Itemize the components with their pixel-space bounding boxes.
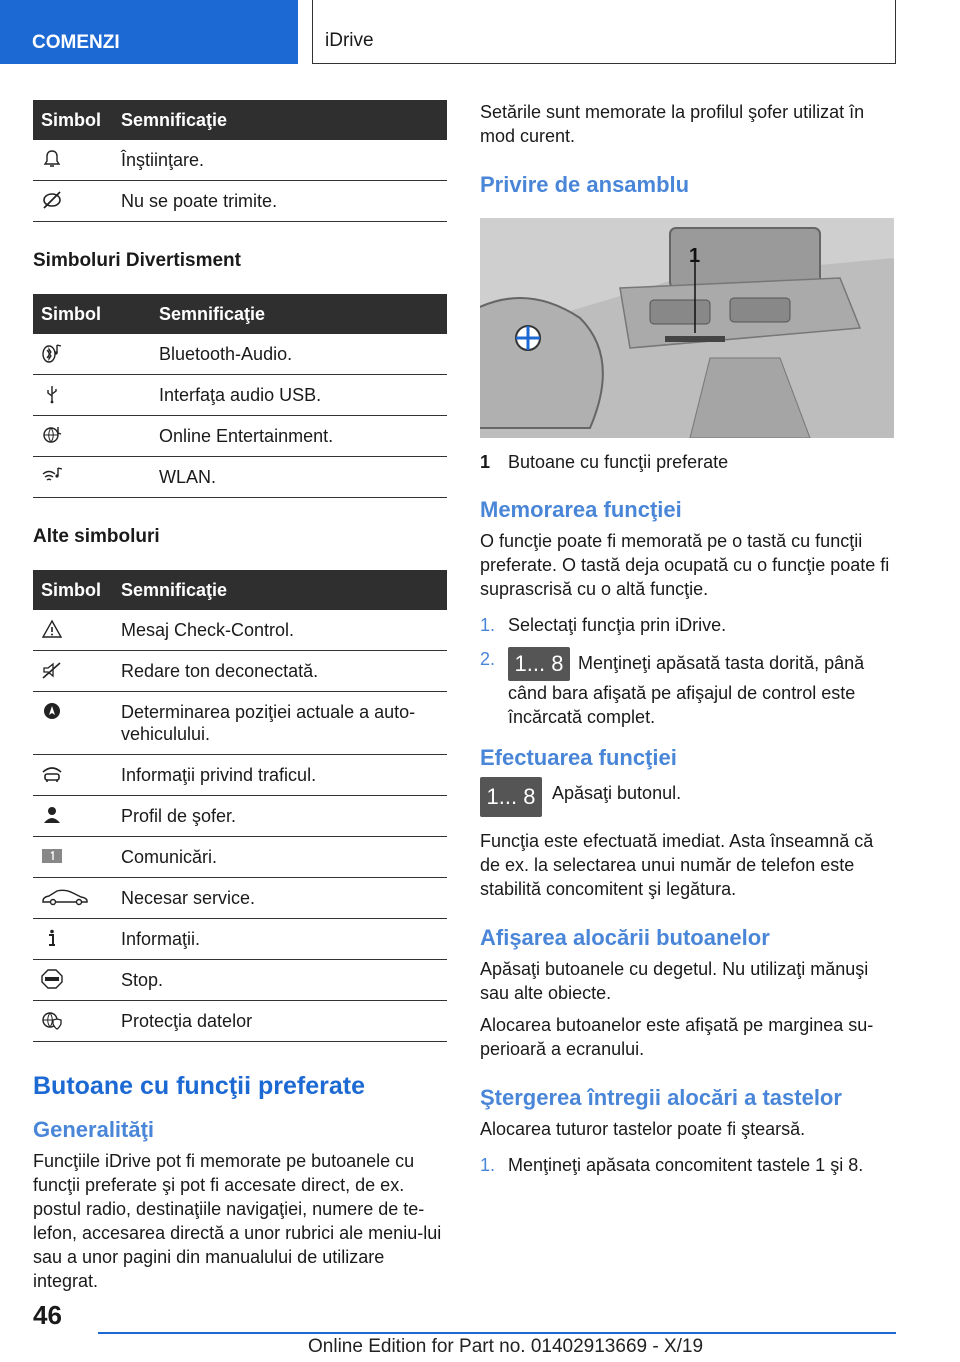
table-row-text: Interfaţa audio USB. bbox=[151, 375, 447, 416]
general-heading: Generalităţi bbox=[33, 1117, 155, 1142]
warning-icon bbox=[41, 619, 63, 639]
mute-icon bbox=[41, 660, 63, 680]
symbol-table-other bbox=[33, 570, 447, 1042]
online-entertainment-icon bbox=[41, 425, 63, 445]
favorites-title: Butoane cu funcţii preferate bbox=[33, 1072, 365, 1100]
page-number: 46 bbox=[33, 1300, 62, 1330]
location-icon bbox=[41, 701, 63, 721]
display-heading: Afişarea alocării butoanelor bbox=[480, 925, 770, 950]
table-row-text: Înştiinţare. bbox=[113, 140, 447, 181]
step-text: Menţineţi apăsata concomitent tastele 1 şi 8. bbox=[508, 1155, 864, 1175]
table-row-text: Necesar service. bbox=[113, 878, 447, 919]
col-symbol-header: Simbol bbox=[33, 570, 113, 610]
dashboard-illustration bbox=[480, 218, 894, 438]
right-column bbox=[480, 100, 894, 1187]
photo-caption bbox=[480, 452, 894, 473]
table-row-text: Comunicări. bbox=[113, 837, 447, 878]
col-symbol-header: Simbol bbox=[33, 294, 151, 334]
footer-divider bbox=[98, 1332, 896, 1334]
driver-profile-icon bbox=[41, 805, 63, 825]
table-row-text: Protecţia datelor bbox=[113, 1001, 447, 1042]
col-meaning-header: Semnificaţie bbox=[113, 100, 447, 140]
other-symbols-heading: Alte simboluri bbox=[33, 526, 160, 547]
table-row-text: Nu se poate trimite. bbox=[113, 181, 447, 222]
footer-edition: Online Edition for Part no. 01402913669 - X/19 bbox=[308, 1336, 704, 1357]
photo-callout: 1 bbox=[689, 245, 701, 267]
step-text: Menţineţi apăsată tasta dorită, până când bara afişată pe afişajul de control este încărcată complet. bbox=[508, 652, 865, 727]
list-item bbox=[480, 1153, 894, 1177]
table-row-text: Informaţii. bbox=[113, 919, 447, 960]
execute-heading: Efectuarea funcţiei bbox=[480, 745, 677, 770]
display-text-2: Alocarea butoanelor este afişată pe marginea su-perioară a ecranului. bbox=[480, 1015, 874, 1059]
delete-heading: Ştergerea întregii alocări a tastelor bbox=[480, 1085, 842, 1110]
col-symbol-header: Simbol bbox=[33, 100, 113, 140]
symbol-table-entertainment bbox=[33, 294, 447, 498]
execute-detail-text: Funcţia este efectuată imediat. Asta înseamnă că de ex. la selectarea unui număr de telefon este stabilită concomitent şi legătura. bbox=[480, 831, 874, 899]
table-row-text: Profil de şofer. bbox=[113, 796, 447, 837]
traffic-icon bbox=[41, 764, 63, 784]
table-row-text: Redare ton deconectată. bbox=[113, 651, 447, 692]
step-number: 1. bbox=[480, 615, 496, 635]
bell-icon bbox=[41, 149, 63, 169]
list-item bbox=[480, 613, 894, 637]
symbol-table-general bbox=[33, 100, 447, 222]
header-section-tab: COMENZI bbox=[0, 0, 298, 64]
display-text: Apăsaţi butoanele cu degetul. Nu utilizaţi mănuşi sau alte obiecte. bbox=[480, 959, 869, 1003]
dashboard-photo bbox=[480, 218, 894, 438]
step-number: 2. bbox=[480, 649, 496, 669]
col-meaning-header: Semnificaţie bbox=[113, 570, 447, 610]
car-service-icon bbox=[41, 887, 89, 907]
memorize-steps bbox=[480, 613, 894, 729]
table-row-text: Determinarea poziţiei actuale a auto-vehiculului. bbox=[113, 692, 447, 755]
favorite-key-icon: 1... 8 bbox=[480, 777, 542, 817]
general-text: Funcţiile iDrive pot fi memorate pe butoanele cu funcţii preferate şi pot fi accesate direct, de ex. postul radio, destinaţiile navigaţiei, numere de te-lefon, accesarea directă a unor rubrici ale meniu-lui sau a unor pagini din manualului de utilizare integrat. bbox=[33, 1151, 442, 1291]
step-text: Selectaţi funcţia prin iDrive. bbox=[508, 615, 727, 635]
favorite-key-icon: 1... 8 bbox=[508, 647, 570, 681]
table-row-text: Bluetooth-Audio. bbox=[151, 334, 447, 375]
list-item bbox=[480, 647, 894, 729]
no-send-icon bbox=[41, 190, 63, 210]
table-row-text: Stop. bbox=[113, 960, 447, 1001]
delete-steps bbox=[480, 1153, 894, 1177]
delete-text: Alocarea tuturor tastelor poate fi ştearsă. bbox=[480, 1119, 806, 1139]
header-chapter: iDrive bbox=[312, 0, 896, 64]
stop-icon bbox=[41, 969, 63, 989]
intro-text: Setările sunt memorate la profilul şofer utilizat în mod curent. bbox=[480, 102, 865, 146]
step-number: 1. bbox=[480, 1155, 496, 1175]
caption-text: Butoane cu funcţii preferate bbox=[508, 452, 729, 472]
memorize-heading: Memorarea funcţiei bbox=[480, 497, 682, 522]
execute-text: Apăsaţi butonul. bbox=[552, 783, 682, 803]
col-meaning-header: Semnificaţie bbox=[151, 294, 447, 334]
left-column bbox=[33, 100, 447, 1293]
table-row-text: WLAN. bbox=[151, 457, 447, 498]
bluetooth-audio-icon bbox=[41, 343, 63, 363]
data-protection-icon bbox=[41, 1010, 63, 1030]
entertainment-heading: Simboluri Divertisment bbox=[33, 250, 241, 271]
caption-number: 1 bbox=[480, 452, 491, 472]
table-row-text: Informaţii privind traficul. bbox=[113, 755, 447, 796]
overview-heading: Privire de ansamblu bbox=[480, 172, 690, 197]
usb-icon bbox=[41, 384, 63, 404]
table-row-text: Mesaj Check-Control. bbox=[113, 610, 447, 651]
message-icon bbox=[41, 846, 63, 866]
info-icon bbox=[41, 928, 63, 948]
wlan-icon bbox=[41, 466, 63, 486]
memorize-text: O funcţie poate fi memorată pe o tastă cu funcţii preferate. O tastă deja ocupată cu o funcţie poate fi suprascrisă cu o altă funcţie. bbox=[480, 531, 890, 599]
table-row-text: Online Entertainment. bbox=[151, 416, 447, 457]
